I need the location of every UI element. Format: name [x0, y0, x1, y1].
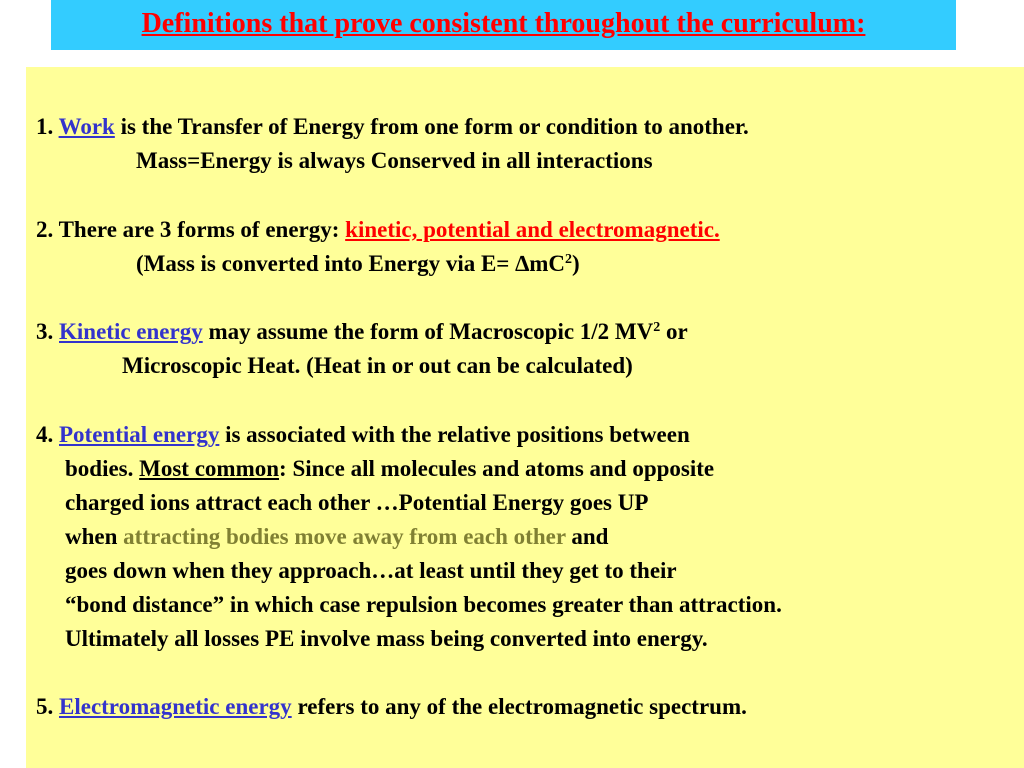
item-4-line-4-end: and	[565, 524, 609, 549]
item-1-term: Work	[58, 114, 115, 139]
item-5-number: 5.	[36, 694, 59, 719]
item-4-term: Potential energy	[59, 422, 220, 447]
item-4-line-3: charged ions attract each other …Potential Energy goes UP	[65, 490, 649, 515]
item-1-line-1	[36, 113, 749, 141]
item-5-text: refers to any of the electromagnetic spectrum.	[291, 694, 747, 719]
item-4-line-2-start: bodies.	[65, 456, 140, 481]
item-4-line-2-end: : Since all molecules and atoms and opposite	[279, 456, 715, 481]
title-banner	[51, 0, 956, 50]
item-4-attracting-phrase: attracting bodies move away from each other	[123, 524, 566, 549]
item-4-line-1	[36, 421, 690, 449]
item-2-text: 2. There are 3 forms of energy:	[36, 217, 346, 242]
item-5-line-1	[36, 693, 747, 721]
item-4-most-common: Most common	[139, 456, 280, 481]
item-4-line-6: “bond distance” in which case repulsion becomes greater than attraction.	[65, 592, 782, 617]
item-3-term: Kinetic energy	[59, 319, 203, 344]
item-2-equation-mc: mC	[529, 251, 566, 276]
item-5-term: Electromagnetic energy	[59, 694, 292, 719]
item-4-line-4-start: when	[65, 524, 124, 549]
item-2-equation-intro: (Mass is converted into Energy via E=	[136, 251, 516, 276]
item-3-number: 3.	[36, 319, 59, 344]
item-4-line-2	[65, 455, 714, 483]
item-4-text: is associated with the relative positions between	[219, 422, 690, 447]
page-title: Definitions that prove consistent throughout the curriculum:	[141, 8, 866, 39]
item-4-line-5: goes down when they approach…at least until they get to their	[65, 558, 677, 583]
item-3-text-end: or	[660, 319, 688, 344]
item-3-text: may assume the form of Macroscopic 1/2 MV	[202, 319, 654, 344]
item-3-line-1	[36, 318, 688, 346]
item-4-line-7: Ultimately all losses PE involve mass being converted into energy.	[65, 626, 708, 651]
item-1-text: is the Transfer of Energy from one form or condition to another.	[114, 114, 749, 139]
item-1-line-2: Mass=Energy is always Conserved in all interactions	[136, 148, 653, 173]
item-4-number: 4.	[36, 422, 59, 447]
item-2-line-2	[136, 250, 580, 278]
item-1-number: 1.	[36, 114, 59, 139]
item-2-exponent: 2	[565, 252, 573, 267]
item-3-line-2: Microscopic Heat. (Heat in or out can be calculated)	[122, 353, 633, 378]
item-2-equation-close: )	[572, 251, 580, 276]
delta-symbol: ∆	[515, 251, 530, 276]
item-2-line-1	[36, 216, 720, 244]
item-4-line-4	[65, 523, 608, 551]
definitions-panel	[26, 67, 1024, 768]
item-2-energy-forms: kinetic, potential and electromagnetic.	[345, 217, 720, 242]
item-3-exponent: 2	[653, 320, 661, 335]
